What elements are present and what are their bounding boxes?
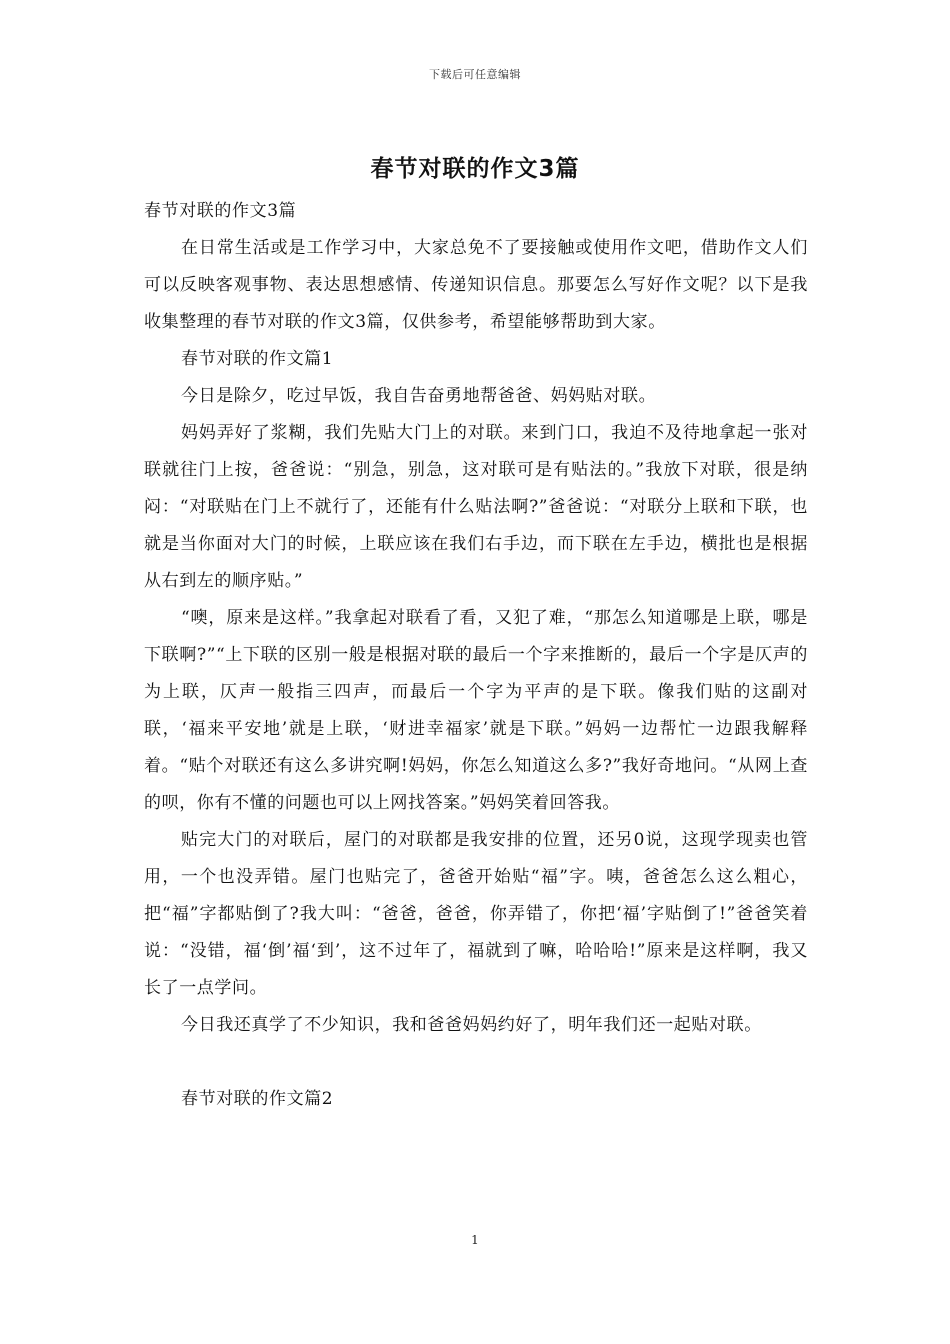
body-paragraph: 贴完大门的对联后，屋门的对联都是我安排的位置，还另0说，这现学现卖也管用，一个也没弄错。屋门也贴完了，爸爸开始贴“福”字。咦，爸爸怎么这么粗心，把“福”字都贴倒了?我大叫：“爸爸，爸爸，你弄错了，你把‘福’字贴倒了!”爸爸笑着说：“没错，福‘倒’福‘到’，这不过年了，福就到了嘛，哈哈哈!”原来是这样啊，我又长了一点学问。 [144,830,808,998]
document-body [144,193,808,1118]
section-heading-2: 春节对联的作文篇2 [181,1089,334,1109]
page-number: 1 [471,1233,479,1247]
intro-paragraph: 在日常生活或是工作学习中，大家总免不了要接触或使用作文吧，借助作文人们可以反映客观事物、表达思想感情、传递知识信息。那要怎么写好作文呢？以下是我收集整理的春节对联的作文3篇，仅供参考，希望能够帮助到大家。 [144,238,808,332]
body-paragraph: 今日是除夕，吃过早饭，我自告奋勇地帮爸爸、妈妈贴对联。 [181,386,657,406]
body-paragraph: 今日我还真学了不少知识，我和爸爸妈妈约好了，明年我们还一起贴对联。 [181,1015,762,1035]
body-paragraph: 妈妈弄好了浆糊，我们先贴大门上的对联。来到门口，我迫不及待地拿起一张对联就往门上按，爸爸说：“别急，别急，这对联可是有贴法的。”我放下对联，很是纳闷：“对联贴在门上不就行了，还能有什么贴法啊?”爸爸说：“对联分上联和下联，也就是当你面对大门的时候，上联应该在我们右手边，而下联在左手边，横批也是根据从右到左的顺序贴。” [144,423,808,591]
body-paragraph: “噢，原来是这样。”我拿起对联看了看，又犯了难，“那怎么知道哪是上联，哪是下联啊?”“上下联的区别一般是根据对联的最后一个字来推断的，最后一个字是仄声的为上联，仄声一般指三四声，而最后一个字为平声的是下联。像我们贴的这副对联，‘福来平安地’就是上联，‘财进幸福家’就是下联。”妈妈一边帮忙一边跟我解释着。“贴个对联还有这么多讲究啊!妈妈，你怎么知道这么多?”我好奇地问。“从网上查的呗，你有不懂的问题也可以上网找答案。”妈妈笑着回答我。 [144,608,808,813]
subtitle-line: 春节对联的作文3篇 [144,201,297,221]
document-title: 春节对联的作文3篇 [370,156,580,182]
header-note: 下载后可任意编辑 [429,68,521,81]
section-heading-1: 春节对联的作文篇1 [181,349,334,369]
